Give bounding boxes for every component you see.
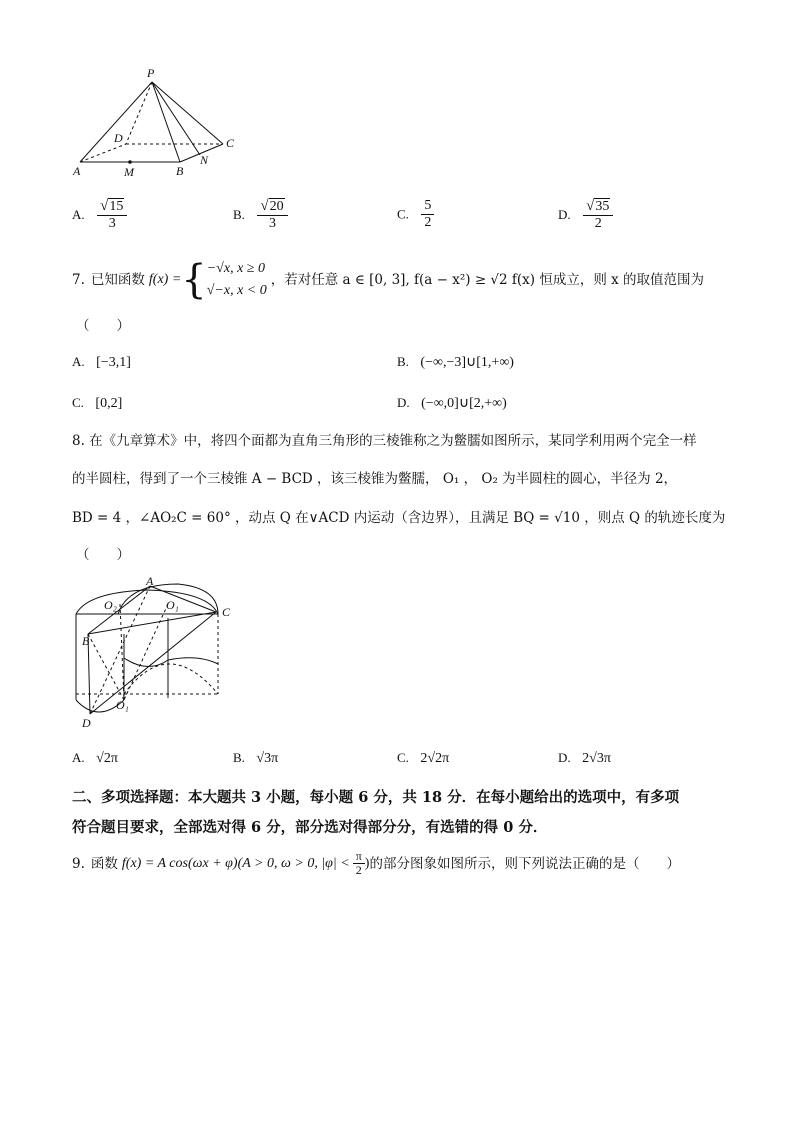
q7-number: 7. (72, 272, 85, 288)
q7-option-b: B. (−∞,−3]∪[1,+∞) (397, 354, 514, 370)
q6-d-radicand: 35 (595, 199, 610, 214)
q6-option-a: A. $\frac{√15}{3}$ (72, 198, 127, 232)
q6-b-denominator: 3 (268, 216, 276, 231)
q6-a-radicand: 15 (109, 199, 124, 214)
q7-paren: （ ） (76, 318, 130, 334)
fig2-label-A: A (146, 574, 154, 588)
q6-b-radicand: 20 (269, 199, 284, 214)
label-B: B (176, 164, 184, 178)
q7-stem: 7. 已知函数 f(x) = { −√x, x ≥ 0 √−x, x < 0 ，若对任意 a ∈ [0, 3], f(a − x²) ≥ √2 f(x) 恒成立，则 x 的取值范围为 (72, 257, 705, 303)
fig2-label-B: B (82, 634, 90, 648)
label-M: M (124, 165, 134, 179)
q7-option-d: D. (−∞,0]∪[2,+∞) (397, 395, 507, 411)
q6-option-d: D. $\frac{√35}{2}$ (558, 198, 613, 232)
section2-heading-line-1: 二、多项选择题：本大题共 3 小题，每小题 6 分，共 18 分．在每小题给出的选项中，有多项 (72, 789, 680, 806)
label-P: P (147, 66, 155, 80)
label-A: A (73, 164, 81, 178)
q6-d-denominator: 2 (594, 216, 602, 231)
q7-option-a: A. [−3,1] (72, 354, 131, 370)
fig2-label-C: C (222, 605, 231, 619)
q8-option-a: A. √2π (72, 750, 118, 766)
q9-number: 9. (72, 855, 85, 872)
q7-function: f(x) = (148, 272, 182, 287)
fig2-label-O1-bottom: O₁ (116, 698, 129, 712)
q8-line-2: 的半圆柱，得到了一个三棱锥 A − BCD ，该三棱锥为鳖臑， O₁ ， O₂ 为半圆柱的圆心，半径为 2， (72, 471, 678, 487)
fig2-label-D: D (82, 716, 91, 730)
q7-cases: −√x, x ≥ 0 √−x, x < 0 (206, 261, 267, 298)
q8-line-3: BD = 4 ，∠AO₂C = 60° ，动点 Q 在∨ACD 内运动（含边界），且满足 BQ = √10 ，则点 Q 的轨迹长度为 (72, 510, 726, 526)
q7-condition: ，若对任意 a ∈ [0, 3], f(a − x²) ≥ √2 f(x) 恒成立，则 x 的取值范围为 (270, 272, 705, 288)
q8-paren: （ ） (76, 547, 130, 563)
q6-option-b: B. $\frac{√20}{3}$ (233, 198, 288, 232)
q7-brace: { (181, 257, 207, 303)
label-C: C (226, 136, 235, 150)
q8-option-c: C. 2√2π (397, 750, 450, 766)
label-N: N (200, 153, 209, 167)
q6-option-c: C. $\frac{5}{2}$ (397, 198, 434, 231)
q9-stem: 9. 函数 f(x) = A cos(ωx + φ)(A > 0, ω > 0, |φ| < $\frac{\pi}{2}$ ) 的部分图象如图所示，则下列说法正确的是（ ） (72, 849, 680, 877)
q9-pi-over-2: $\frac{\pi}{2}$ (353, 850, 365, 877)
label-D: D (114, 131, 123, 145)
q9-formula: f(x) = A cos(ωx + φ)(A > 0, ω > 0, |φ| < (121, 855, 350, 871)
fig2-label-O2: O₂ (104, 598, 117, 612)
q8-option-b: B. √3π (233, 750, 279, 766)
section2-heading-line-2: 符合题目要求，全部选对得 6 分，部分选对得部分分，有选错的得 0 分． (72, 819, 548, 836)
q6-c-numerator: 5 (421, 198, 434, 215)
fig2-label-O1-top: O₁ (166, 598, 179, 612)
q6-a-denominator: 3 (108, 216, 116, 231)
q8-option-d: D. 2√3π (558, 750, 611, 766)
half-cylinder-figure (68, 574, 248, 734)
q7-option-c: C. [0,2] (72, 395, 123, 411)
q8-line-1: 8. 在《九章算术》中，将四个面都为直角三角形的三棱锥称之为鳖臑如图所示，某同学利用两个完全一样 (72, 433, 697, 449)
pyramid-figure (70, 60, 250, 180)
q6-c-denominator: 2 (424, 215, 432, 230)
